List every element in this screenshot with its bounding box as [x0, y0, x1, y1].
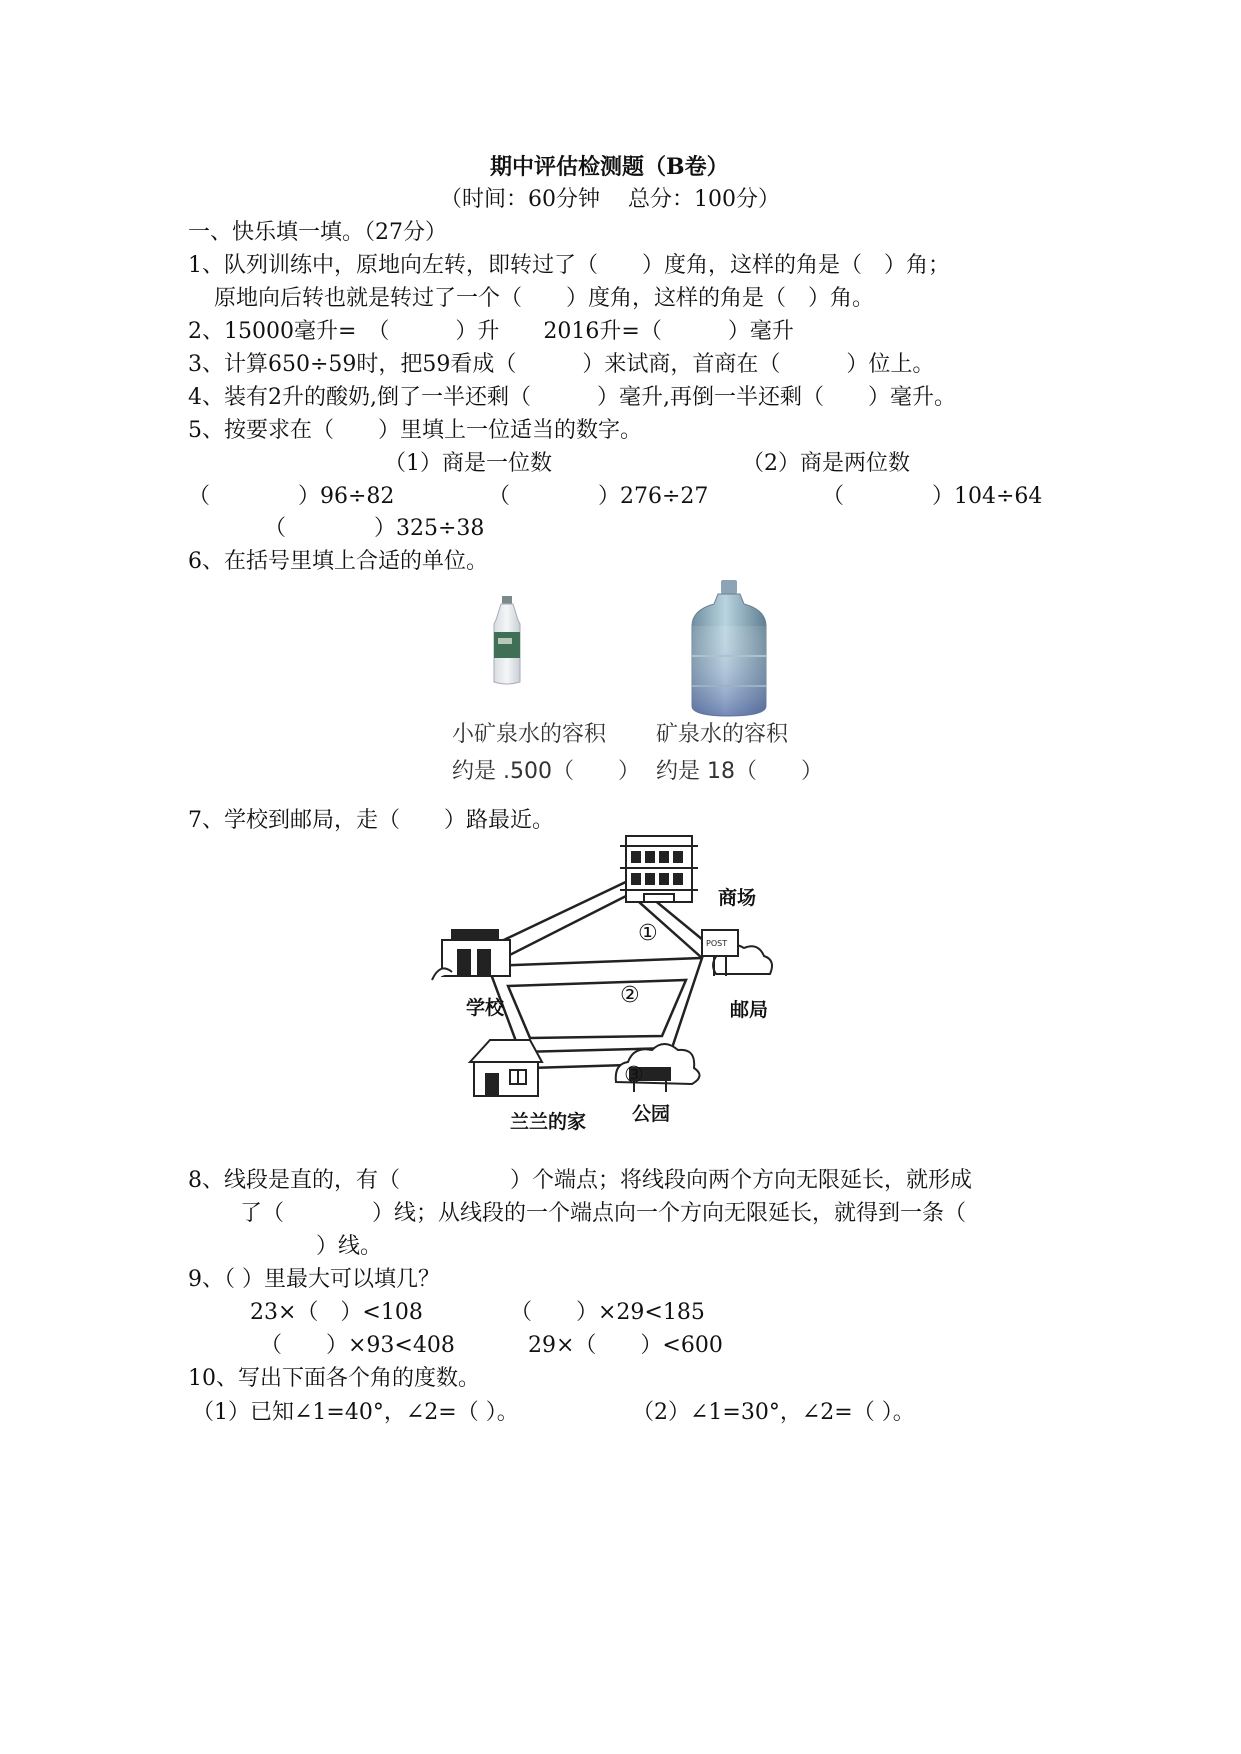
q5-text: 5、按要求在（ ）里填上一位适当的数字。	[188, 418, 642, 443]
q3-text: 3、计算650÷59时，把59看成（ ）来试商，首商在（ ）位上。	[188, 352, 935, 377]
q9-eq2: （ ）×29<185	[510, 1300, 705, 1325]
q9-eq4: 29×（ ）<600	[528, 1333, 723, 1358]
q9-eq3: （ ）×93<408	[260, 1333, 455, 1358]
big-bottle-caption-1: 矿泉水的容积	[656, 722, 789, 747]
q10-text: 10、写出下面各个角的度数。	[188, 1366, 480, 1391]
q9-eq1: 23×（ ）<108	[250, 1300, 423, 1325]
q8-line2: 了（ ）线；从线段的一个端点向一个方向无限延长，就得到一条（	[240, 1201, 967, 1226]
post-sign-label: POST	[706, 939, 728, 948]
route-3-label: ③	[624, 1063, 644, 1088]
small-water-bottle-image	[490, 596, 524, 686]
page-subtitle: （时间：60分钟 总分：100分）	[440, 187, 780, 212]
route-2-label: ②	[620, 983, 640, 1008]
q7-text: 7、学校到邮局，走（ ）路最近。	[188, 808, 554, 833]
q5-item2: （ ）276÷27	[488, 484, 709, 509]
q8-line3: ）线。	[316, 1234, 383, 1259]
q8-line1: 8、线段是直的，有（ ）个端点；将线段向两个方向无限延长，就形成	[188, 1168, 972, 1193]
q1-line1: 1、队列训练中，原地向左转，即转过了（ ）度角，这样的角是（ ）角；	[188, 253, 950, 278]
small-bottle-caption-1: 小矿泉水的容积	[452, 722, 607, 747]
home-label: 兰兰的家	[510, 1111, 587, 1133]
route-1-label: ①	[638, 921, 658, 946]
page-title: 期中评估检测题（B卷）	[490, 154, 729, 180]
mall-building-icon	[620, 836, 698, 902]
q5-item1: （ ）96÷82	[188, 484, 395, 509]
post-office-label: 邮局	[730, 999, 769, 1021]
mall-label: 商场	[718, 887, 757, 909]
small-bottle-caption-2: 约是 .500（ ）	[452, 759, 640, 784]
q5-item3: （ ）104÷64	[822, 484, 1043, 509]
school-label: 学校	[466, 997, 505, 1019]
q5-item4: （ ）325÷38	[264, 516, 485, 541]
q5-sub2: （2）商是两位数	[742, 451, 910, 476]
post-office-icon	[702, 930, 772, 976]
home-house-icon	[470, 1040, 542, 1096]
q10-part1: （1）已知∠1=40°，∠2=（ ）。	[192, 1400, 519, 1425]
q6-text: 6、在括号里填上合适的单位。	[188, 549, 488, 574]
park-label: 公园	[632, 1103, 671, 1125]
q10-part2: （2）∠1=30°，∠2=（ ）。	[632, 1400, 915, 1425]
big-bottle-caption-2: 约是 18（ ）	[656, 759, 823, 784]
q9-text: 9、（ ）里最大可以填几？	[188, 1267, 440, 1292]
route-map-diagram	[430, 832, 800, 1144]
large-water-bottle-image	[688, 580, 770, 718]
q5-sub1: （1）商是一位数	[384, 451, 552, 476]
section-heading: 一、快乐填一填。（27分）	[188, 220, 447, 245]
q2-text: 2、15000毫升= （ ）升 2016升=（ ）毫升	[188, 319, 794, 344]
q4-text: 4、装有2升的酸奶,倒了一半还剩（ ）毫升,再倒一半还剩（ ）毫升。	[188, 385, 956, 410]
school-building-icon	[432, 930, 510, 980]
q1-line2: 原地向后转也就是转过了一个（ ）度角，这样的角是（ ）角。	[214, 286, 875, 311]
